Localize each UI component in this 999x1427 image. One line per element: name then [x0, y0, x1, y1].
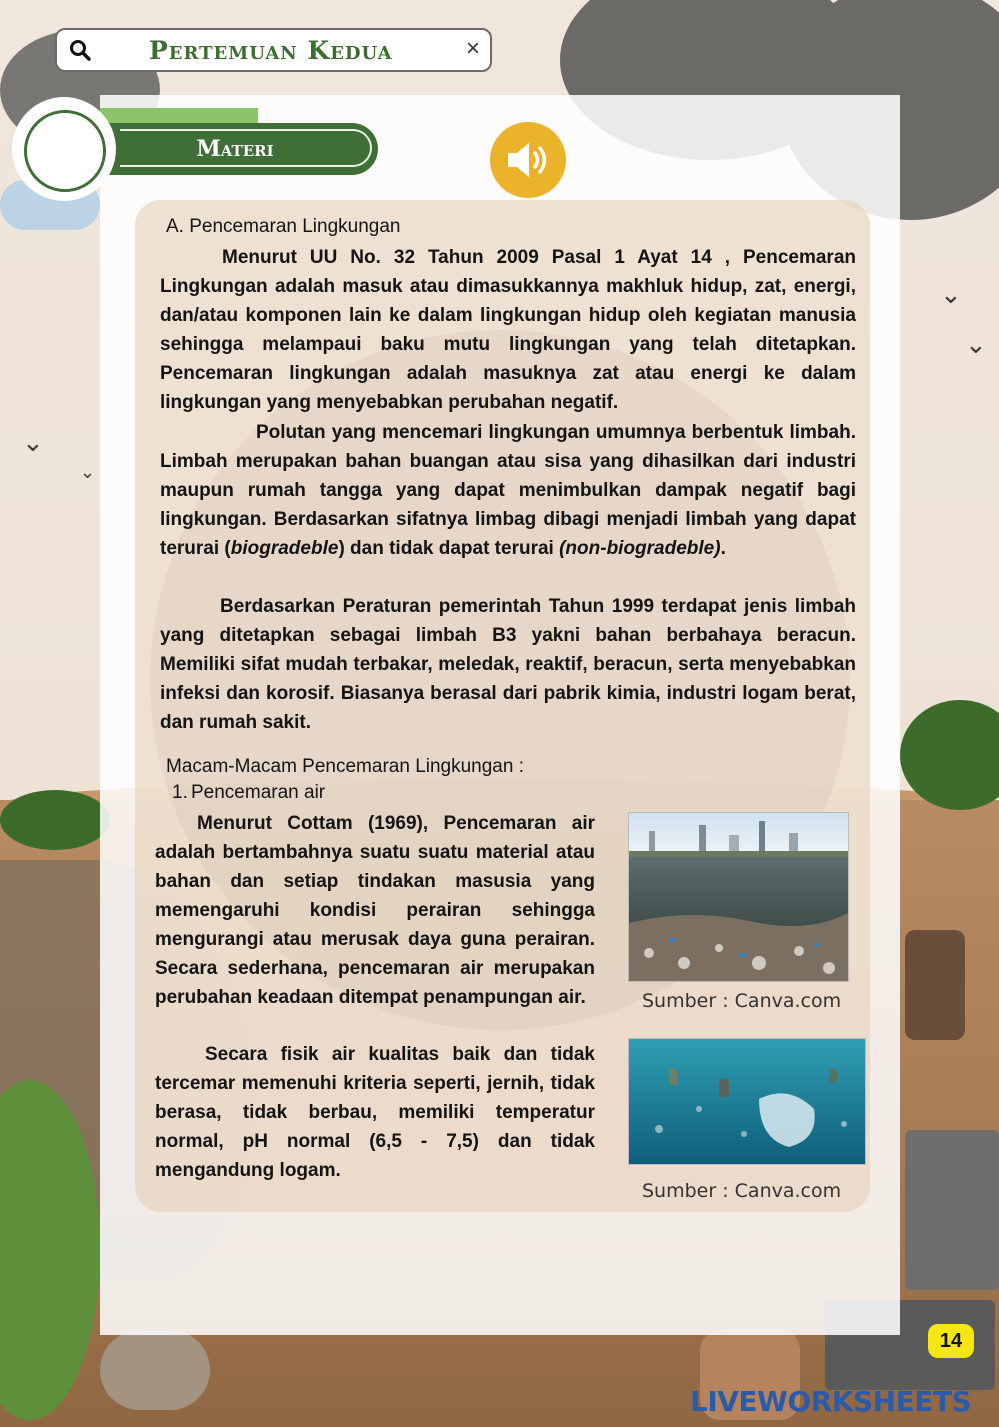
- term-non-biogradeble: (non-biogradeble): [559, 538, 721, 559]
- bush: [0, 790, 110, 850]
- list-item-pencemaran-air: Pencemaran air: [191, 782, 326, 803]
- trash-bin: [905, 1130, 999, 1290]
- term-biogradeble: biogradeble: [230, 538, 339, 559]
- log: [905, 930, 965, 1040]
- bird-icon: ⌄: [940, 280, 962, 310]
- photo-caption: Sumber : Canva.com: [642, 990, 842, 1012]
- paragraph-polutan-end: .: [720, 538, 726, 559]
- paragraph-polutan-text: Polutan yang mencemari lingkungan umumnya berbentuk limbah. Limbah merupakan bahan buangan atau sisa yang dihasilkan dari industri maupun rumah tangga yang dapat menimbulkan dampak negatif bagi lingkungan. Berdasarkan sifatnya limbag dibagi menjadi limbah yang dapat terurai (: [160, 422, 856, 559]
- ribbon-circle-badge: [24, 110, 106, 192]
- bird-icon: ⌄: [965, 330, 987, 360]
- heading-macam-pencemaran: Macam-Macam Pencemaran Lingkungan :: [166, 756, 525, 777]
- bird-icon: ⌄: [80, 462, 96, 483]
- heading-pencemaran-lingkungan: A. Pencemaran Lingkungan: [166, 216, 401, 237]
- speaker-icon: [504, 138, 552, 182]
- can-debris: [100, 1330, 210, 1410]
- page-number-badge: 14: [928, 1324, 974, 1358]
- photo-caption: Sumber : Canva.com: [642, 1180, 842, 1202]
- paragraph-definition: Menurut UU No. 32 Tahun 2009 Pasal 1 Ayat 14 , Pencemaran Lingkungan adalah masuk atau dimasukkannya makhluk hidup, zat, energi, dan/atau komponen lain ke dalam lingkungan hidup oleh kegiatan manusia sehingga melampaui baku mutu lingkungan yang telah ditetapkan. Pencemaran lingkungan adalah masuknya zat atau energi ke dalam lingkungan yang menyebabkan perubahan negatif.: [160, 247, 856, 413]
- close-icon[interactable]: ×: [465, 35, 480, 62]
- brand-logo[interactable]: LIVEWORKSHEETS: [690, 1385, 972, 1418]
- audio-button[interactable]: [490, 122, 566, 198]
- bird-icon: ⌄: [22, 428, 44, 458]
- photo-plastic-underwater: [628, 1038, 866, 1165]
- page-title: Pertemuan Kedua: [149, 36, 393, 65]
- paragraph-polutan-mid: ) dan tidak dapat terurai: [338, 538, 560, 559]
- list-item-number: 1.: [172, 782, 188, 803]
- section-label: Materi: [196, 136, 274, 162]
- paragraph-polutan: [160, 418, 856, 563]
- paragraph-cottam: Menurut Cottam (1969), Pencemaran air adalah bertambahnya suatu suatu material atau bahan dan setiap tindakan masusia yang memengaruhi kondisi perairan sehingga mengurangi atau merusak daya guna perairan. Secara sederhana, pencemaran air merupakan perubahan keadaan ditempat penampungan air.: [155, 813, 595, 1008]
- search-bar[interactable]: [55, 28, 492, 72]
- search-icon: [69, 39, 91, 61]
- paragraph-limbah-b3: Berdasarkan Peraturan pemerintah Tahun 1999 terdapat jenis limbah yang ditetapkan sebagai limbah B3 yakni bahan berbahaya beracun. Memiliki sifat mudah terbakar, meledak, reaktif, beracun, serta menyebabkan infeksi dan korosif. Biasanya berasal dari pabrik kimia, industri logam berat, dan rumah sakit.: [160, 596, 856, 733]
- photo-polluted-shore: [628, 812, 849, 982]
- paragraph-kualitas-air: Secara fisik air kualitas baik dan tidak tercemar memenuhi kriteria seperti, jernih, tidak berasa, tidak berbau, memiliki temperatur normal, pH normal (6,5 - 7,5) dan tidak mengandung logam.: [155, 1044, 595, 1181]
